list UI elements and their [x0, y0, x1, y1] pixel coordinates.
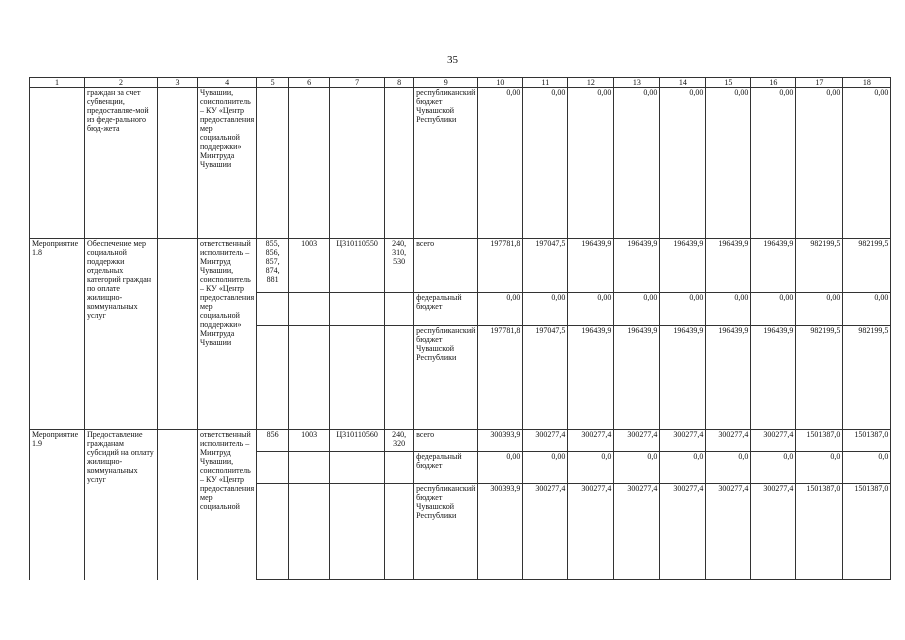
value-cell: 982199,5 — [796, 326, 843, 430]
header-cell: 17 — [796, 78, 843, 88]
value-cell: 196439,9 — [660, 239, 706, 293]
value-cell: 196439,9 — [568, 239, 614, 293]
source-cell: всего — [414, 239, 478, 293]
value-cell: 0,0 — [568, 452, 614, 484]
value-cell: 0,00 — [523, 452, 568, 484]
executor-cell: ответственный исполнитель – Минтруд Чувашии, соисполнитель – КУ «Центр предоставления мер социальной поддержки» Минтруда Чувашии — [198, 239, 257, 430]
value-cell: 0,00 — [706, 293, 751, 326]
event-code-cell: Мероприятие 1.9 — [30, 430, 85, 580]
table-row — [30, 88, 891, 239]
source-cell: республиканский бюджет Чувашской Республики — [414, 88, 478, 239]
csr-cell: Ц310110550 — [330, 239, 385, 293]
header-cell: 13 — [614, 78, 660, 88]
value-cell: 196439,9 — [751, 239, 796, 293]
vr-cell — [385, 88, 414, 239]
value-cell: 0,00 — [796, 88, 843, 239]
value-cell: 0,00 — [568, 293, 614, 326]
value-cell: 0,0 — [660, 452, 706, 484]
grbs-cell — [257, 293, 289, 326]
grbs-cell: 855, 856, 857, 874, 881 — [257, 239, 289, 293]
event-code-cell — [30, 88, 85, 239]
source-cell: федеральный бюджет — [414, 293, 478, 326]
value-cell: 982199,5 — [796, 239, 843, 293]
value-cell: 0,00 — [660, 293, 706, 326]
value-cell: 196439,9 — [751, 326, 796, 430]
csr-cell — [330, 293, 385, 326]
source-cell: всего — [414, 430, 478, 452]
header-cell: 16 — [751, 78, 796, 88]
csr-cell — [330, 484, 385, 580]
vr-cell: 240, 310, 530 — [385, 239, 414, 293]
value-cell: 300277,4 — [706, 484, 751, 580]
empty-cell — [158, 430, 198, 580]
value-cell: 0,0 — [614, 452, 660, 484]
rz-cell — [289, 484, 330, 580]
value-cell: 300277,4 — [660, 484, 706, 580]
value-cell: 196439,9 — [614, 326, 660, 430]
value-cell: 0,00 — [614, 88, 660, 239]
header-cell: 4 — [198, 78, 257, 88]
value-cell: 300393,9 — [478, 484, 523, 580]
executor-cell: Чувашии, соисполнитель – КУ «Центр предоставления мер социальной поддержки» Минтруда Чувашии — [198, 88, 257, 239]
csr-cell — [330, 452, 385, 484]
value-cell: 1501387,0 — [796, 430, 843, 452]
value-cell: 300277,4 — [614, 430, 660, 452]
value-cell: 0,00 — [843, 293, 891, 326]
rz-cell: 1003 — [289, 239, 330, 293]
value-cell: 300277,4 — [614, 484, 660, 580]
value-cell: 197047,5 — [523, 239, 568, 293]
source-cell: республиканский бюджет Чувашской Республики — [414, 326, 478, 430]
header-cell: 2 — [85, 78, 158, 88]
grbs-cell — [257, 452, 289, 484]
grbs-cell — [257, 88, 289, 239]
value-cell: 0,00 — [751, 293, 796, 326]
value-cell: 196439,9 — [614, 239, 660, 293]
value-cell: 0,0 — [843, 452, 891, 484]
value-cell: 0,00 — [706, 88, 751, 239]
value-cell: 197781,8 — [478, 239, 523, 293]
value-cell: 196439,9 — [568, 326, 614, 430]
value-cell: 300277,4 — [751, 430, 796, 452]
rz-cell — [289, 326, 330, 430]
value-cell: 0,00 — [843, 88, 891, 239]
table-row — [30, 430, 891, 452]
vr-cell — [385, 452, 414, 484]
value-cell: 0,00 — [751, 88, 796, 239]
csr-cell — [330, 88, 385, 239]
rz-cell: 1003 — [289, 430, 330, 452]
value-cell: 1501387,0 — [843, 430, 891, 452]
empty-cell — [158, 88, 198, 239]
value-cell: 1501387,0 — [843, 484, 891, 580]
value-cell: 0,00 — [568, 88, 614, 239]
header-row — [30, 78, 891, 88]
vr-cell — [385, 326, 414, 430]
event-code-cell: Мероприятие 1.8 — [30, 239, 85, 430]
value-cell: 0,00 — [523, 293, 568, 326]
value-cell: 300277,4 — [568, 484, 614, 580]
empty-cell — [158, 239, 198, 430]
grbs-cell: 856 — [257, 430, 289, 452]
value-cell: 0,00 — [478, 293, 523, 326]
rz-cell — [289, 88, 330, 239]
rz-cell — [289, 452, 330, 484]
header-cell: 7 — [330, 78, 385, 88]
header-cell: 3 — [158, 78, 198, 88]
header-cell: 18 — [843, 78, 891, 88]
value-cell: 196439,9 — [706, 326, 751, 430]
event-name-cell: Обеспечение мер социальной поддержки отдельных категорий граждан по оплате жилищно-коммунальных услуг — [85, 239, 158, 430]
program-table — [29, 77, 891, 580]
rz-cell — [289, 293, 330, 326]
header-cell: 5 — [257, 78, 289, 88]
grbs-cell — [257, 326, 289, 430]
grbs-cell — [257, 484, 289, 580]
header-cell: 6 — [289, 78, 330, 88]
header-cell: 12 — [568, 78, 614, 88]
header-cell: 15 — [706, 78, 751, 88]
value-cell: 0,0 — [796, 452, 843, 484]
header-cell: 1 — [30, 78, 85, 88]
value-cell: 0,00 — [478, 88, 523, 239]
value-cell: 300277,4 — [706, 430, 751, 452]
csr-cell — [330, 326, 385, 430]
value-cell: 0,00 — [478, 452, 523, 484]
value-cell: 196439,9 — [660, 326, 706, 430]
value-cell: 197781,8 — [478, 326, 523, 430]
value-cell: 300277,4 — [523, 484, 568, 580]
value-cell: 300277,4 — [660, 430, 706, 452]
source-cell: республиканский бюджет Чувашской Республики — [414, 484, 478, 580]
header-cell: 10 — [478, 78, 523, 88]
value-cell: 0,0 — [706, 452, 751, 484]
value-cell: 982199,5 — [843, 239, 891, 293]
value-cell: 300277,4 — [568, 430, 614, 452]
value-cell: 300393,9 — [478, 430, 523, 452]
value-cell: 0,0 — [751, 452, 796, 484]
value-cell: 0,00 — [660, 88, 706, 239]
value-cell: 0,00 — [523, 88, 568, 239]
csr-cell: Ц310110560 — [330, 430, 385, 452]
vr-cell — [385, 293, 414, 326]
value-cell: 300277,4 — [751, 484, 796, 580]
value-cell: 196439,9 — [706, 239, 751, 293]
value-cell: 982199,5 — [843, 326, 891, 430]
header-cell: 11 — [523, 78, 568, 88]
table-row — [30, 239, 891, 293]
header-cell: 8 — [385, 78, 414, 88]
value-cell: 1501387,0 — [796, 484, 843, 580]
page-number: 35 — [447, 54, 458, 66]
value-cell: 300277,4 — [523, 430, 568, 452]
source-cell: федеральный бюджет — [414, 452, 478, 484]
vr-cell: 240, 320 — [385, 430, 414, 452]
vr-cell — [385, 484, 414, 580]
event-name-cell: граждан за счет субвенции, предоставляе-мой из феде-рального бюд-жета — [85, 88, 158, 239]
header-cell: 14 — [660, 78, 706, 88]
executor-cell: ответственный исполнитель – Минтруд Чувашии, соисполнитель – КУ «Центр предоставления мер социальной — [198, 430, 257, 580]
value-cell: 0,00 — [614, 293, 660, 326]
event-name-cell: Предоставление гражданам субсидий на оплату жилищно-коммунальных услуг — [85, 430, 158, 580]
value-cell: 0,00 — [796, 293, 843, 326]
header-cell: 9 — [414, 78, 478, 88]
value-cell: 197047,5 — [523, 326, 568, 430]
